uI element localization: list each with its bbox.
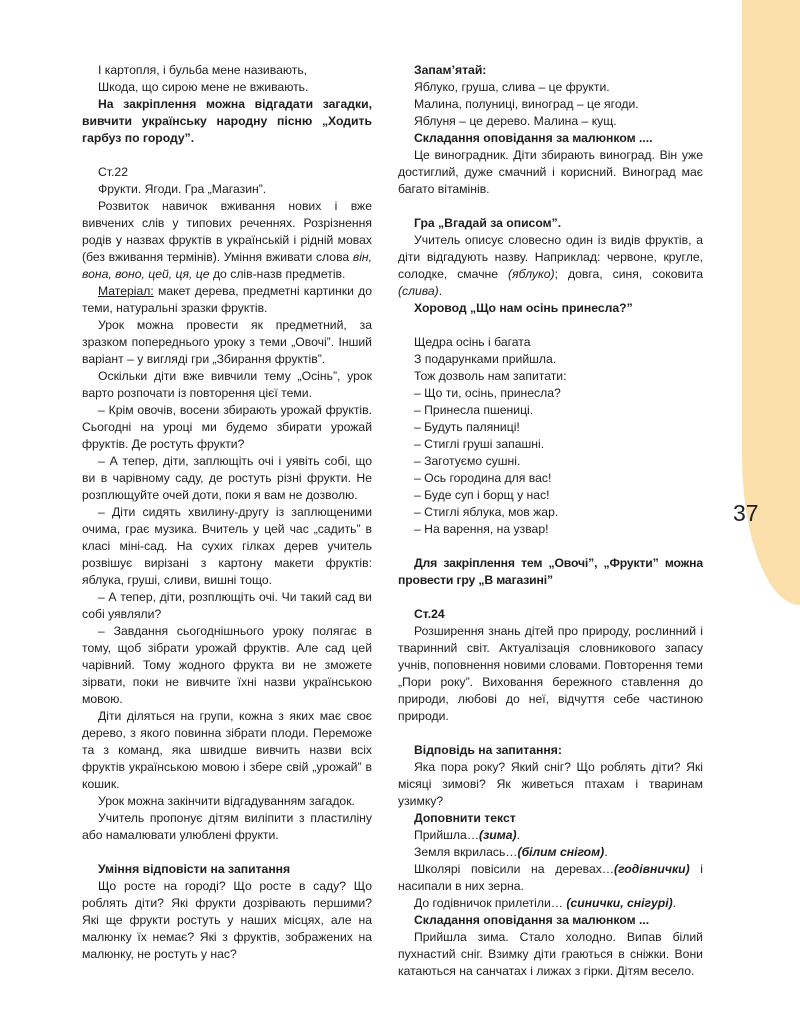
text-run: Шкода, що сирою мене не вживають. — [98, 80, 309, 94]
text-paragraph — [82, 504, 372, 589]
text-paragraph — [398, 487, 703, 504]
text-run: (синички, снігурі) — [566, 896, 673, 910]
text-run: Матеріал: — [98, 284, 154, 298]
text-run: Яка пора року? Який сніг? Що роблять діти? Які місяці зимові? Як живеться птахам і тваринам узимку? — [398, 760, 703, 808]
text-run: Земля вкрилась… — [414, 845, 518, 859]
text-paragraph — [398, 895, 703, 912]
text-run: ; довга, синя, соковита — [554, 267, 703, 281]
text-paragraph — [398, 130, 703, 147]
text-paragraph — [398, 215, 703, 232]
text-paragraph — [398, 453, 703, 470]
text-paragraph — [398, 742, 703, 759]
text-run: – Діти сидять хвилину-другу із заплющеними очима, грає музика. Вчитель у цей час „садить” в класі міні-сад. На сухих гілках дерев учитель розвішує вирізані з картону макети фруктів: яблука, груші, сливи, вишні тощо. — [82, 505, 372, 587]
text-paragraph — [398, 521, 703, 538]
text-run: – Принесла пшениці. — [414, 403, 534, 417]
paragraph-gap — [398, 317, 703, 334]
text-run: (слива) — [398, 284, 439, 298]
text-run: до слів-назв предметів. — [209, 267, 346, 281]
text-run: Доповнити текст — [414, 811, 516, 825]
text-paragraph — [398, 402, 703, 419]
paragraph-gap — [398, 725, 703, 742]
text-run: Ст.22 — [98, 165, 128, 179]
text-paragraph — [398, 861, 703, 895]
left-column — [82, 62, 372, 963]
text-paragraph — [82, 810, 372, 844]
text-run: На закріплення можна відгадати загадки, вивчити українську народну пісню „Ходить гарбуз по городу”. — [82, 97, 372, 145]
text-run: Малина, полуниці, виноград – це ягоди. — [414, 97, 639, 111]
text-run: . — [604, 845, 608, 859]
text-run: Що росте на городі? Що росте в саду? Що роблять діти? Які фрукти дозрівають першими? Які ще фрукти ростуть у наших місцях, але на малюнку їх немає? Які з фруктів, зображених на малюнку, не ростуть у нас? — [82, 879, 372, 961]
text-paragraph — [398, 368, 703, 385]
paragraph-gap — [398, 589, 703, 606]
text-paragraph — [82, 589, 372, 623]
text-run: Запам’ятай: — [414, 63, 487, 77]
text-run: Прийшла зима. Стало холодно. Випав білий пухнастий сніг. Взимку діти граються в сніжки. Вони катаються на санчатах і лижах з гірки. Дітям весело. — [398, 930, 703, 978]
text-paragraph — [398, 623, 703, 725]
text-run: (білим снігом) — [517, 845, 605, 859]
text-run: – Стиглі яблука, мов жар. — [414, 505, 559, 519]
text-paragraph — [82, 878, 372, 963]
text-run: Для закріплення тем „Овочі”, „Фрукти” можна провести гру „В магазині” — [398, 556, 703, 587]
text-run: Учитель описує словесно один із видів фруктів, а діти відгадують назву. Наприклад: червоне, кругле, солодке, смачне — [398, 233, 703, 281]
page-number: 37 — [733, 500, 759, 526]
text-paragraph — [398, 606, 703, 623]
text-run: . — [438, 284, 443, 298]
text-paragraph — [398, 827, 703, 844]
text-run: – А тепер, діти, заплющіть очі і уявіть собі, що ви в чарівному саду, де ростуть різні фрукти. Не розплющуйте очей доти, поки я вам не дозволю. — [82, 454, 372, 502]
text-paragraph — [82, 96, 372, 147]
text-paragraph — [82, 368, 372, 402]
text-paragraph — [82, 198, 372, 283]
text-run: Хоровод „Що нам осінь принесла?” — [414, 301, 633, 315]
text-paragraph — [398, 232, 703, 300]
text-run: – Заготуємо сушні. — [414, 454, 521, 468]
text-run: він, вона, воно, цей, ця, це — [82, 250, 372, 281]
text-paragraph — [82, 708, 372, 793]
text-paragraph — [398, 62, 703, 79]
text-run: Розвиток навичок вживання нових і вже вивчених слів у типових реченнях. Розрізнення родів у назвах фруктів в українській і рідній мовах (без вживання термінів). Уміння вживати слова — [82, 199, 372, 264]
text-paragraph — [398, 759, 703, 810]
text-paragraph — [398, 555, 703, 589]
text-paragraph — [82, 62, 372, 79]
text-run: – Що ти, осінь, принесла? — [414, 386, 561, 400]
text-paragraph — [82, 79, 372, 96]
text-run: . — [516, 828, 520, 842]
text-run: (яблуко) — [508, 267, 555, 281]
text-paragraph — [82, 181, 372, 198]
text-run: Діти діляться на групи, кожна з яких має своє дерево, з якого повинна зібрати плоди. Переможе та з команд, яка швидше вивчить назви всіх фруктів українською мовою і збере свій „урожай” в кошик. — [82, 709, 372, 791]
text-run: Уміння відповісти на запитання — [98, 862, 291, 876]
text-paragraph — [398, 470, 703, 487]
text-run: Щедра осінь і багата — [414, 335, 531, 349]
text-run: і насипали в них зерна. — [398, 862, 703, 893]
text-paragraph — [82, 793, 372, 810]
text-run: Складання оповідання за малюнком .... — [414, 131, 653, 145]
text-paragraph — [398, 504, 703, 521]
text-run: З подарунками прийшла. — [414, 352, 557, 366]
paragraph-gap — [82, 147, 372, 164]
text-paragraph — [398, 419, 703, 436]
right-column — [398, 62, 703, 980]
text-paragraph — [398, 929, 703, 980]
text-run: До годівничок прилетіли… — [414, 896, 567, 910]
text-run: макет дерева, предметні картинки до теми, натуральні зразки фруктів. — [82, 284, 372, 315]
text-paragraph — [82, 402, 372, 453]
text-run: – На варення, на узвар! — [414, 522, 549, 536]
text-run: Урок можна закінчити відгадуванням загадок. — [98, 794, 355, 808]
text-paragraph — [398, 334, 703, 351]
text-paragraph — [398, 96, 703, 113]
text-paragraph — [398, 844, 703, 861]
text-run: (зима) — [479, 828, 517, 842]
text-paragraph — [82, 861, 372, 878]
text-run: Ст.24 — [414, 607, 445, 621]
text-run: – Буде суп і борщ у нас! — [414, 488, 550, 502]
text-run: Яблуко, груша, слива – це фрукти. — [414, 80, 610, 94]
text-run: Школярі повісили на деревах… — [414, 862, 615, 876]
text-run: (годівнички) — [614, 862, 690, 876]
paragraph-gap — [82, 844, 372, 861]
text-paragraph — [398, 300, 703, 317]
text-paragraph — [398, 113, 703, 130]
text-paragraph — [398, 912, 703, 929]
text-run: Складання оповідання за малюнком ... — [414, 913, 650, 927]
text-paragraph — [398, 385, 703, 402]
text-run: . — [672, 896, 677, 910]
text-run: – Ось городина для вас! — [414, 471, 552, 485]
text-run: І картопля, і бульба мене називають, — [98, 63, 308, 77]
text-paragraph — [398, 810, 703, 827]
text-paragraph — [82, 453, 372, 504]
text-run: Оскільки діти вже вивчили тему „Осінь”, урок варто розпочати із повторення цієї теми. — [82, 369, 372, 400]
text-run: Розширення знань дітей про природу, рослинний і тваринний світ. Актуалізація словникового запасу учнів, поповнення новими словами. Повторення теми „Пори року”. Виховання бережного ставлення до природи, любові до неї, відчуття себе частиною природи. — [398, 624, 703, 723]
text-paragraph — [82, 164, 372, 181]
text-paragraph — [398, 79, 703, 96]
text-run: Яблуня – це дерево. Малина – кущ. — [414, 114, 617, 128]
text-paragraph — [82, 283, 372, 317]
text-run: – Стиглі груші запашні. — [414, 437, 545, 451]
text-paragraph — [82, 623, 372, 708]
paragraph-gap — [398, 198, 703, 215]
text-paragraph — [398, 436, 703, 453]
text-run: Тож дозволь нам запитати: — [414, 369, 567, 383]
text-run: – Крім овочів, восени збирають урожай фруктів. Сьогодні на уроці ми будемо збирати урожай фруктів. Де ростуть фрукти? — [82, 403, 372, 451]
text-run: Гра „Вгадай за описом”. — [414, 216, 562, 230]
text-run: Це виноградник. Діти збирають виноград. Він уже достиглий, дуже смачний і корисний. Виноград має багато вітамінів. — [398, 148, 703, 196]
text-paragraph — [82, 317, 372, 368]
text-run: Прийшла… — [414, 828, 480, 842]
text-paragraph — [398, 351, 703, 368]
text-run: Відповідь на запитання: — [414, 743, 562, 757]
text-paragraph — [398, 147, 703, 198]
text-run: – Завдання сьогоднішнього уроку полягає в тому, щоб зібрати урожай фруктів. Але сад цей чарівний. Тому жодного фрукта ви не зможете зірвати, поки не вивчите їхні назви українською мовою. — [82, 624, 372, 706]
text-run: – А тепер, діти, розплющіть очі. Чи такий сад ви собі уявляли? — [82, 590, 372, 621]
text-run: Учитель пропонує дітям виліпити з пластиліну або намалювати улюблені фрукти. — [82, 811, 372, 842]
text-run: Урок можна провести як предметний, за зразком попереднього уроку з теми „Овочі”. Інший варіант – у вигляді гри „Збирання фруктів”. — [82, 318, 372, 366]
text-run: – Будуть паляниці! — [414, 420, 520, 434]
paragraph-gap — [398, 538, 703, 555]
text-run: Фрукти. Ягоди. Гра „Магазин”. — [98, 182, 267, 196]
